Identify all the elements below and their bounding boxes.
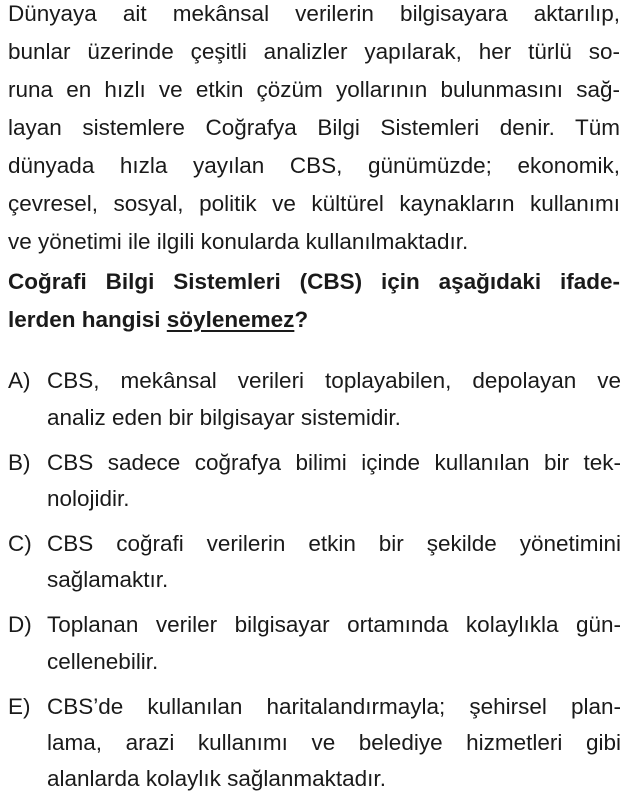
passage-line: bunlar üzerinde çeşitli analizler yapılarak, her türlü so- xyxy=(8,39,620,64)
passage-line: layan sistemlere Coğrafya Bilgi Sistemleri denir. Tüm xyxy=(8,115,620,140)
option-text-line: Toplanan veriler bilgisayar ortamında kolaylıkla gün- xyxy=(47,612,621,637)
option-text-line: sağlamaktır. xyxy=(47,567,169,592)
option-letter: D) xyxy=(8,612,32,637)
passage-line: Dünyaya ait mekânsal verilerin bilgisayara aktarılıp, xyxy=(8,1,620,26)
option-text-line: nolojidir. xyxy=(47,486,130,511)
passage-line: dünyada hızla yayılan CBS, günümüzde; ekonomik, xyxy=(8,153,620,178)
option-text-line: alanlarda kolaylık sağlanmaktadır. xyxy=(47,766,386,791)
option-text-line: CBS, mekânsal verileri toplayabilen, depolayan ve xyxy=(47,368,621,393)
option-text-line: CBS sadece coğrafya bilimi içinde kullanılan bir tek- xyxy=(47,450,621,475)
option-letter: E) xyxy=(8,694,31,719)
option-letter: C) xyxy=(8,531,32,556)
passage-line: çevresel, sosyal, politik ve kültürel kaynakların kullanımı xyxy=(8,191,620,216)
question-line xyxy=(8,306,620,334)
question-line: Coğrafi Bilgi Sistemleri (CBS) için aşağıdaki ifade- xyxy=(8,269,620,294)
option-text-line: CBS coğrafi verilerin etkin bir şekilde yönetimini xyxy=(47,531,621,556)
option-letter: B) xyxy=(8,450,31,475)
option-text-line: analiz eden bir bilgisayar sistemidir. xyxy=(47,405,401,430)
option-text-line: lama, arazi kullanımı ve belediye hizmetleri gibi xyxy=(47,730,621,755)
question-suffix: ? xyxy=(294,307,309,332)
question-prefix: lerden hangisi xyxy=(8,307,167,332)
option-text-line: CBS’de kullanılan haritalandırmayla; şehirsel plan- xyxy=(47,694,621,719)
question-emphasis: söylenemez xyxy=(166,307,295,332)
option-letter: A) xyxy=(8,368,31,393)
passage-line: runa en hızlı ve etkin çözüm yollarının bulunmasını sağ- xyxy=(8,77,620,102)
option-text-line: cellenebilir. xyxy=(47,649,159,674)
passage-line: ve yönetimi ile ilgili konularda kullanılmaktadır. xyxy=(8,229,469,254)
